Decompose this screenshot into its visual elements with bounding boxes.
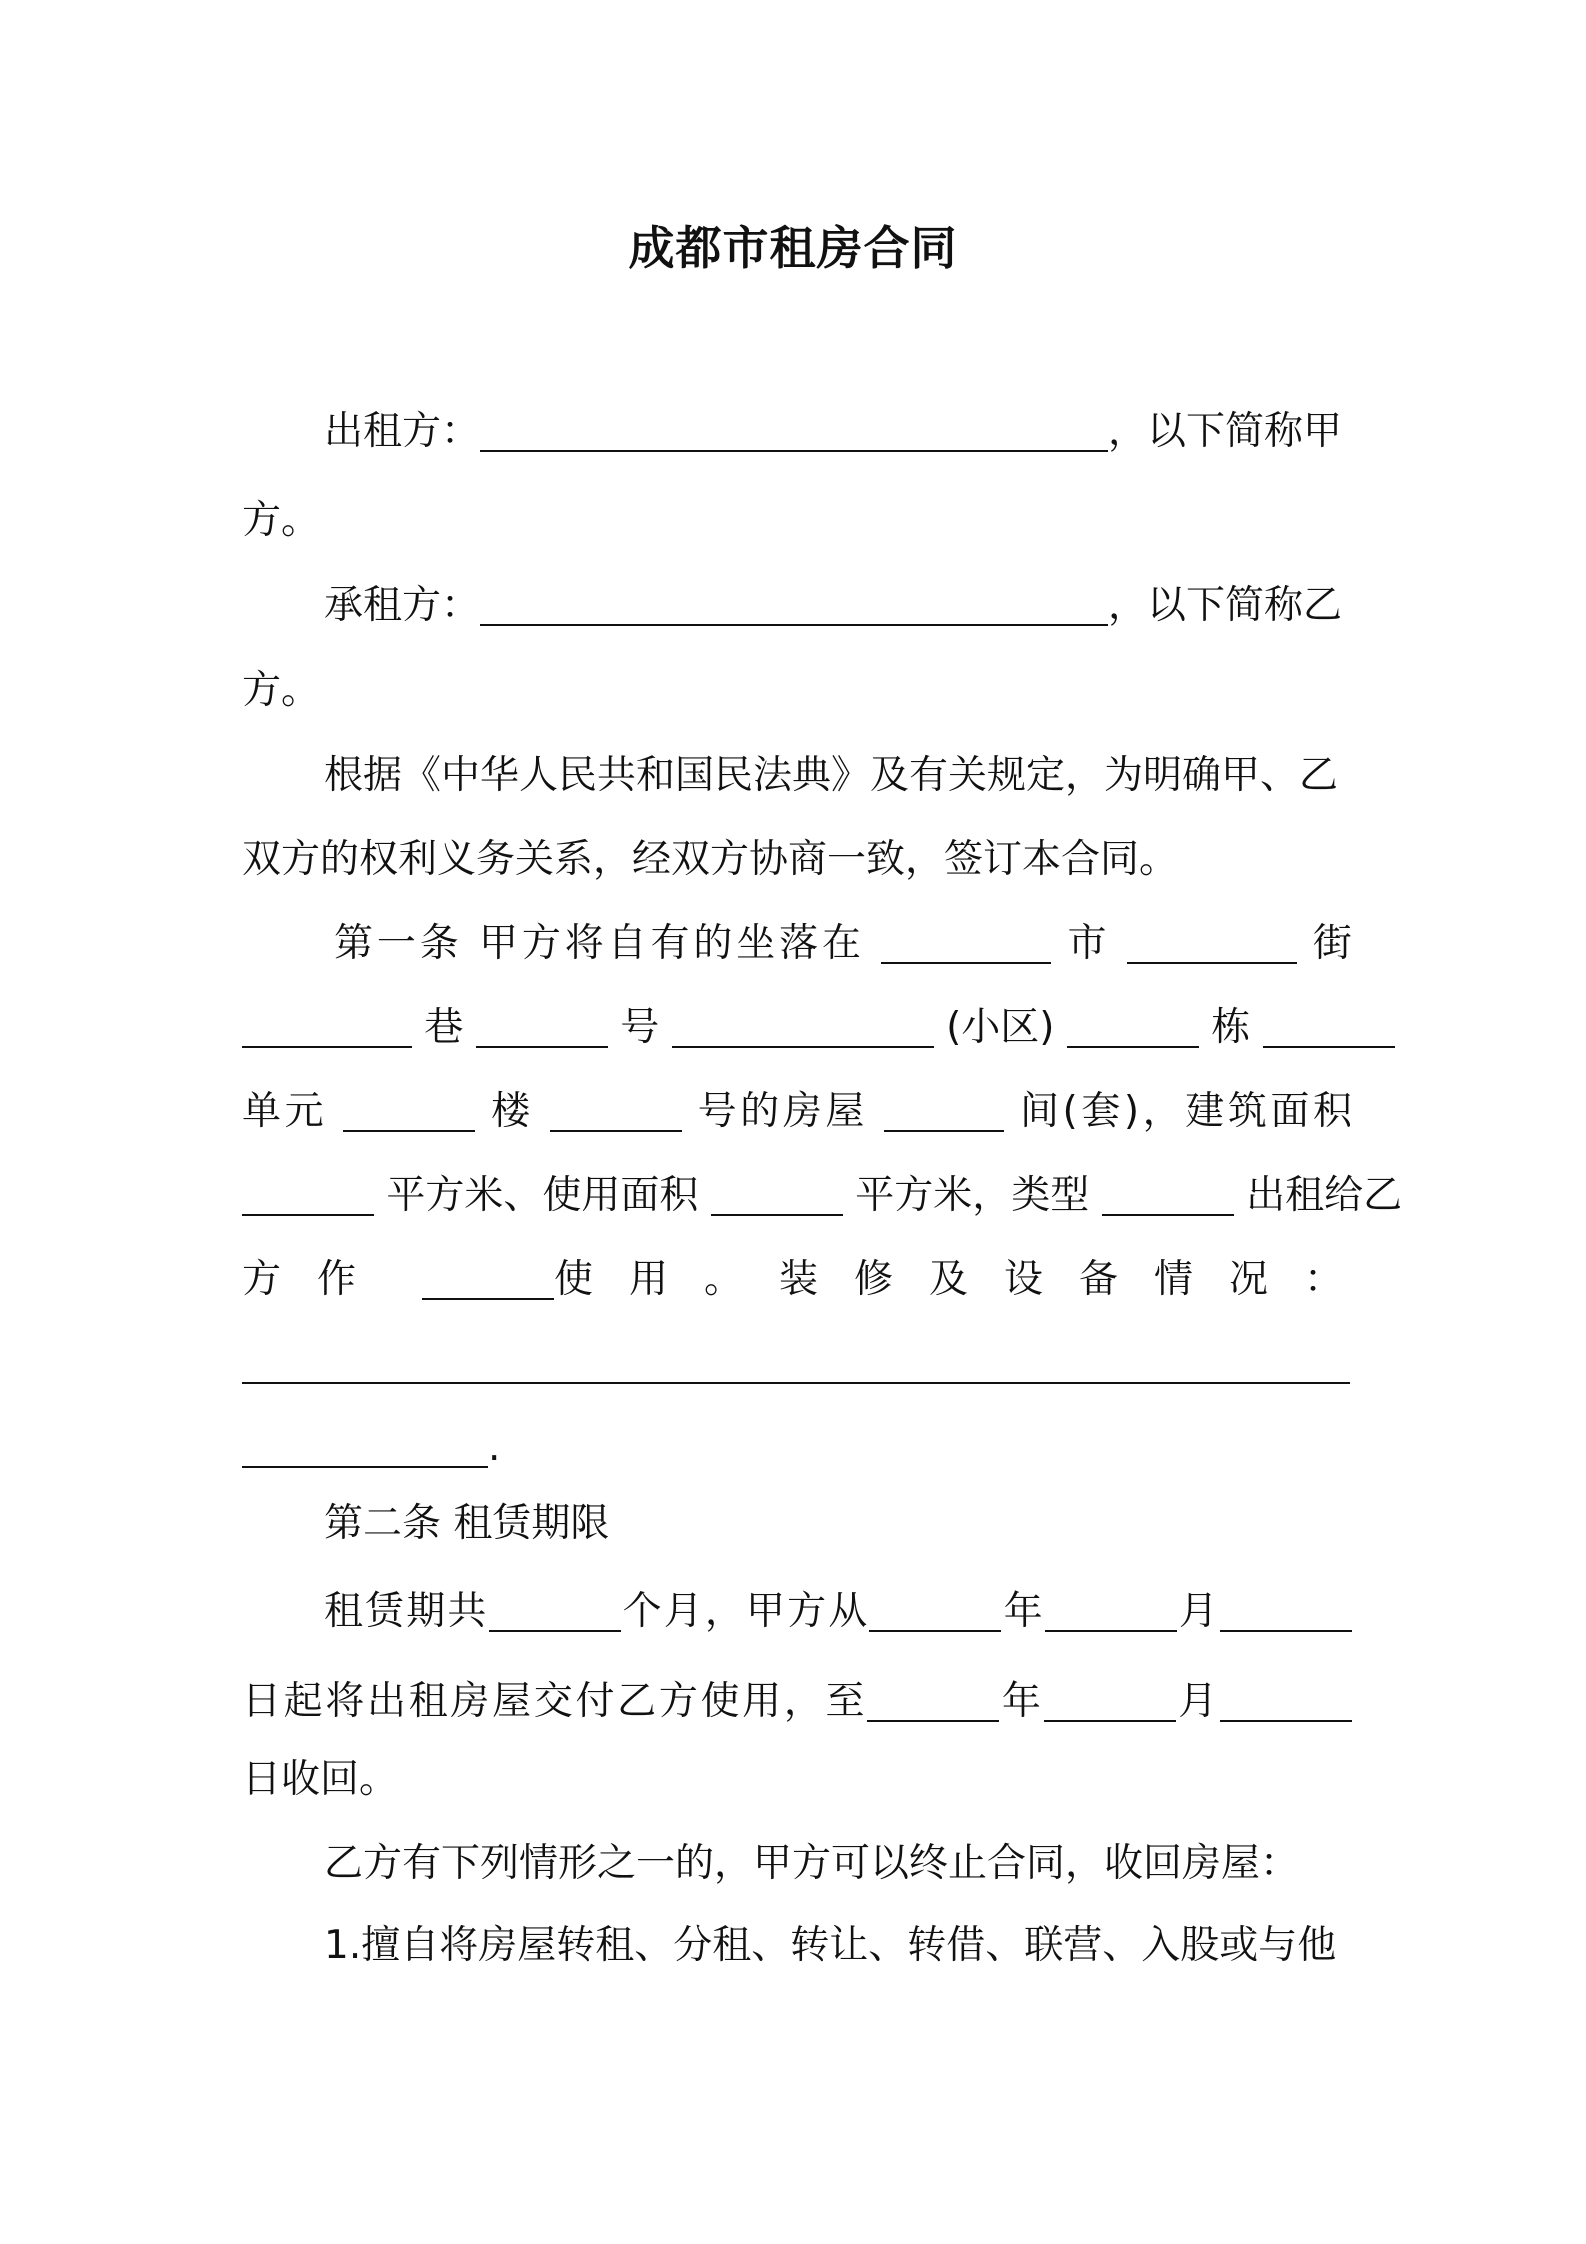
building-label: 栋 (1211, 1005, 1251, 1050)
city-blank[interactable] (881, 922, 1051, 964)
basis-line-2: 双方的权利义务关系，经双方协商一致，签订本合同。 (242, 837, 1179, 882)
article2-heading: 第二条 租赁期限 (324, 1501, 610, 1546)
month-label: 月 (1176, 1589, 1220, 1634)
article1-line-7 (242, 1420, 1352, 1476)
party-a-label: 出租方： (324, 409, 481, 454)
months-label: 个月，甲方从 (620, 1589, 870, 1634)
article1-line-1 (334, 916, 1352, 972)
article1-line-4 (242, 1168, 1403, 1224)
equipment-blank-cont[interactable] (242, 1426, 488, 1468)
party-a-line (324, 404, 1352, 460)
from-month-blank[interactable] (1045, 1590, 1177, 1632)
party-b-suffix: ，以下简称乙 (1108, 583, 1343, 628)
document-title: 成都市租房合同 (628, 221, 958, 275)
floor-blank[interactable] (343, 1090, 475, 1132)
from-year-blank[interactable] (869, 1590, 1001, 1632)
basis-line-1: 根据《中华人民共和国民法典》及有关规定，为明确甲、乙 (324, 753, 1339, 798)
to-day-blank[interactable] (1220, 1680, 1352, 1722)
equipment-blank[interactable] (242, 1342, 1350, 1384)
unit-blank[interactable] (1263, 1006, 1395, 1048)
rooms-blank[interactable] (884, 1090, 1004, 1132)
use-pre-label: 方作 (242, 1257, 393, 1302)
to-month-blank[interactable] (1044, 1680, 1176, 1722)
term-pre-label: 租赁期共 (324, 1589, 489, 1634)
street-blank[interactable] (1127, 922, 1297, 964)
article1-line-5 (242, 1252, 1380, 1308)
number-blank[interactable] (476, 1006, 608, 1048)
year-label: 年 (1001, 1589, 1045, 1634)
type-blank[interactable] (1102, 1174, 1234, 1216)
use-post-label: 使用。装修及设备情况： (554, 1257, 1380, 1302)
party-b-cont: 方。 (242, 668, 321, 713)
area-unit-label-2: 平方米，类型 (855, 1173, 1090, 1218)
community-blank[interactable] (672, 1006, 934, 1048)
article1-end: . (488, 1425, 501, 1470)
community-label: (小区) (946, 1005, 1055, 1050)
article2-line-3: 日收回。 (242, 1757, 399, 1802)
article2-line-1 (324, 1584, 1352, 1640)
party-a-suffix: ，以下简称甲 (1108, 409, 1343, 454)
year-label-2: 年 (999, 1679, 1044, 1724)
article1-line-2 (242, 1000, 1352, 1056)
article2-line-2 (242, 1674, 1352, 1730)
party-a-cont: 方。 (242, 498, 321, 543)
lease-to-label: 出租给乙 (1246, 1173, 1403, 1218)
unit-label: 单元 (242, 1089, 328, 1134)
house-number-blank[interactable] (550, 1090, 682, 1132)
lane-blank[interactable] (242, 1006, 412, 1048)
usable-area-blank[interactable] (711, 1174, 843, 1216)
article1-line-3 (242, 1084, 1352, 1140)
party-a-blank[interactable] (480, 410, 1108, 452)
party-b-line (324, 578, 1352, 634)
building-area-blank[interactable] (242, 1174, 374, 1216)
party-b-label: 承租方： (324, 583, 481, 628)
rooms-label: 间(套)，建筑面积 (1019, 1089, 1352, 1134)
use-blank[interactable] (422, 1258, 554, 1300)
from-day-blank[interactable] (1220, 1590, 1352, 1632)
termination-item-1: 1.擅自将房屋转租、分租、转让、转借、联营、入股或与他 (324, 1923, 1337, 1968)
article1-line-6 (242, 1336, 1352, 1392)
lane-label: 巷 (424, 1005, 464, 1050)
party-b-blank[interactable] (480, 584, 1108, 626)
article1-heading: 第一条 (334, 921, 463, 966)
floor-label: 楼 (491, 1089, 534, 1134)
area-unit-label: 平方米、使用面积 (386, 1173, 699, 1218)
building-blank[interactable] (1067, 1006, 1199, 1048)
termination-clause: 乙方有下列情形之一的，甲方可以终止合同，收回房屋： (324, 1841, 1300, 1886)
day-from-label: 日起将出租房屋交付乙方使用，至 (242, 1679, 868, 1724)
month-label-2: 月 (1175, 1679, 1220, 1724)
article1-text: 甲方将自有的坐落在 (478, 921, 865, 966)
to-year-blank[interactable] (867, 1680, 999, 1722)
number-label: 号 (620, 1005, 660, 1050)
street-label: 街 (1312, 921, 1352, 966)
city-label: 市 (1067, 921, 1111, 966)
term-months-blank[interactable] (489, 1590, 621, 1632)
house-label: 号的房屋 (697, 1089, 868, 1134)
